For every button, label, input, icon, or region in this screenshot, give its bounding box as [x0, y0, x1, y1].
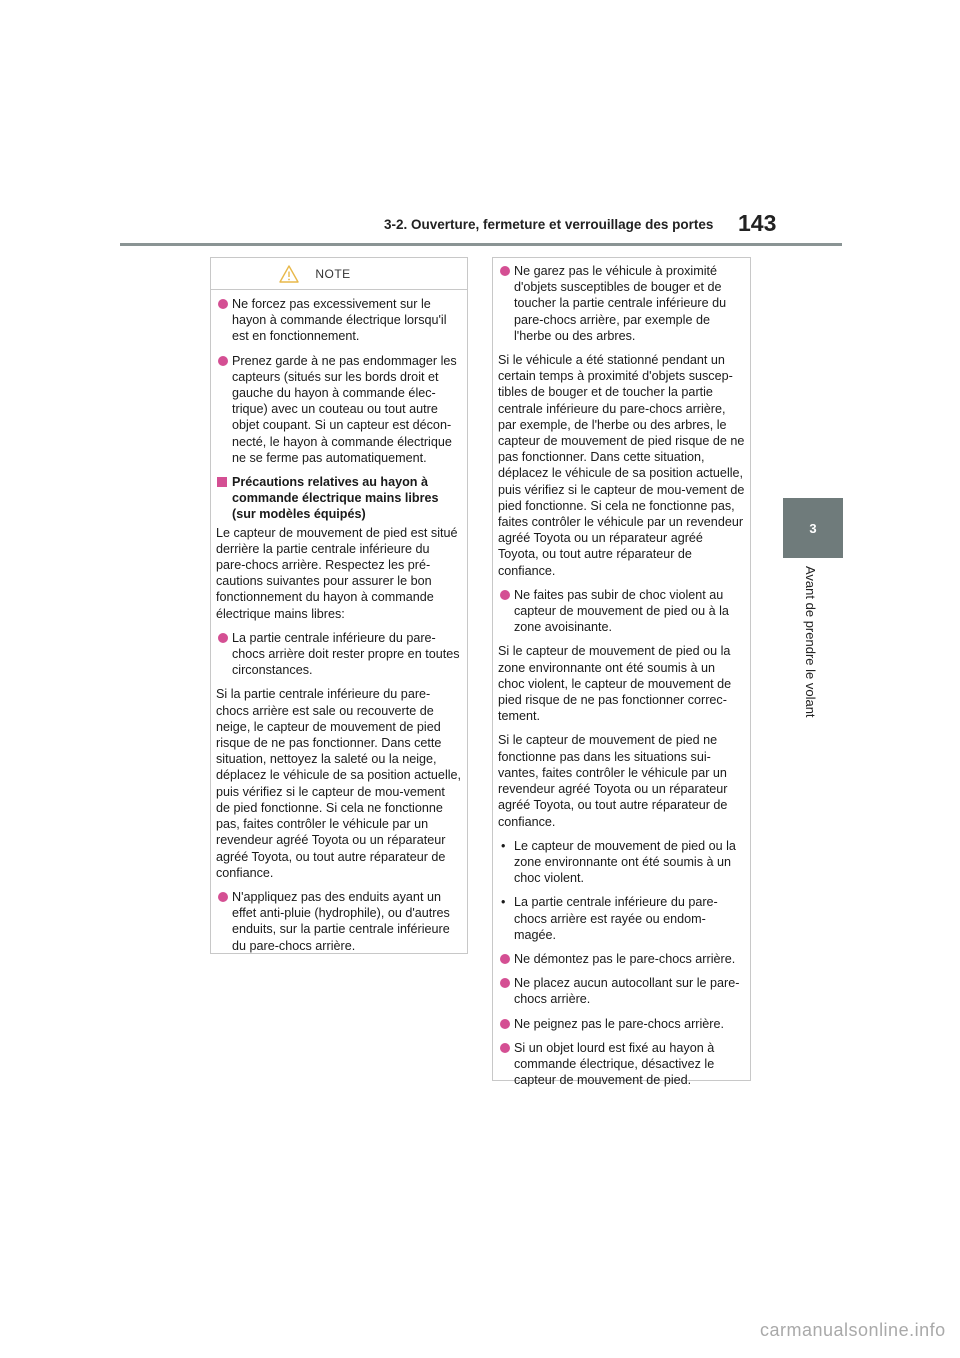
footer-watermark[interactable]: carmanualsonline.info: [760, 1320, 946, 1340]
list-item: Ne garez pas le véhicule à proximité d'objets susceptibles de bouger et de toucher la partie centrale inférieure du pare-chocs arrière, par exemple de l'herbe ou des arbres.: [498, 263, 745, 344]
list-item: Ne faites pas subir de choc violent au capteur de mouvement de pied ou à la zone avoisinante.: [498, 587, 745, 636]
note-body: [211, 290, 467, 954]
list-item: Ne forcez pas excessivement sur le hayon à commande électrique lorsqu'il est en fonctionnement.: [216, 296, 462, 345]
section-heading: Précautions relatives au hayon à commande électrique mains libres (sur modèles équipés): [216, 474, 462, 523]
note-continuation-box: [492, 257, 751, 1088]
list-item: Si un objet lourd est fixé au hayon à commande électrique, désactivez le capteur de mouvement de pied.: [498, 1040, 745, 1089]
note-heading: NOTE: [315, 266, 351, 281]
note-header: [211, 258, 467, 290]
chapter-title: Avant de prendre le volant: [803, 566, 818, 718]
paragraph: Le capteur de mouvement de pied est situé derrière la partie centrale inférieure du pare-chocs arrière. Respectez les pré-cautions suivantes pour assurer le bon fonctionnement du hayon à commande électrique mains libres:: [216, 525, 458, 621]
header-divider: [120, 243, 842, 246]
paragraph: Si le capteur de mouvement de pied ne fonctionne pas dans les situations sui-vantes, faites contrôler le véhicule par un revendeur agréé Toyota ou un réparateur agréé Toyota, ou tout autre réparateur de confiance.: [498, 733, 728, 829]
list-item: Ne peignez pas le pare-chocs arrière.: [498, 1016, 745, 1032]
warning-triangle-icon: [279, 265, 299, 283]
list-item: Ne placez aucun autocollant sur le pare-chocs arrière.: [498, 975, 745, 1007]
note-box: [210, 257, 468, 954]
paragraph: Si le capteur de mouvement de pied ou la zone environnante ont été soumis à un choc violent, le capteur de mouvement de pied risque de ne pas fonctionner correc-tement.: [498, 644, 732, 724]
paragraph: Si le véhicule a été stationné pendant un certain temps à proximité d'objets suscep-tibles de bouger et de toucher la partie centrale inférieure du pare-chocs arrière, par exemple, de l'herbe ou des arbres, le capteur de mouvement de pied risque de ne pas fonctionner. Dans cette situation, déplacez le véhicule de sa position actuelle, puis vérifiez si le capteur de mou-vement de pied fonctionne. Si cela ne fonctionne pas, faites contrôler le véhicule par un revendeur agréé Toyota ou un réparateur agréé Toyota, ou tout autre réparateur de confiance.: [498, 353, 745, 578]
section-title: 3-2. Ouverture, fermeture et verrouillage des portes: [384, 217, 714, 232]
list-item: N'appliquez pas des enduits ayant un effet anti-pluie (hydrophile), ou d'autres enduits, sur la partie centrale inférieure du pare-chocs arrière.: [216, 889, 462, 954]
paragraph: Si la partie centrale inférieure du pare-chocs arrière est sale ou recouverte de neige, le capteur de mouvement de pied risque de ne pas fonctionner. Dans cette situation, nettoyez la saleté ou la neige, déplacez le véhicule de sa position actuelle, puis vérifiez si le capteur de mou-vement de pied fonctionne. Si cela ne fonctionne pas, faites contrôler le véhicule par un revendeur agréé Toyota ou un réparateur agréé Toyota, ou tout autre réparateur de confiance.: [216, 687, 462, 880]
list-item: La partie centrale inférieure du pare-chocs arrière doit rester propre en toutes circonstances.: [216, 630, 462, 679]
chapter-tab: [783, 498, 843, 558]
list-item: Ne démontez pas le pare-chocs arrière.: [498, 951, 745, 967]
sub-list-item: • La partie centrale inférieure du pare-chocs arrière est rayée ou endom-magée.: [498, 894, 745, 943]
list-item: Prenez garde à ne pas endommager les capteurs (situés sur les bords droit et gauche du hayon à commande élec-trique) avec un couteau ou tout autre objet coupant. Si un capteur est décon-necté, le hayon à commande électrique ne se ferme pas automatiquement.: [216, 353, 462, 466]
page-number: 143: [738, 210, 777, 236]
chapter-number: 3: [809, 520, 817, 536]
sub-list-item: • Le capteur de mouvement de pied ou la zone environnante ont été soumis à un choc violent.: [498, 838, 745, 887]
